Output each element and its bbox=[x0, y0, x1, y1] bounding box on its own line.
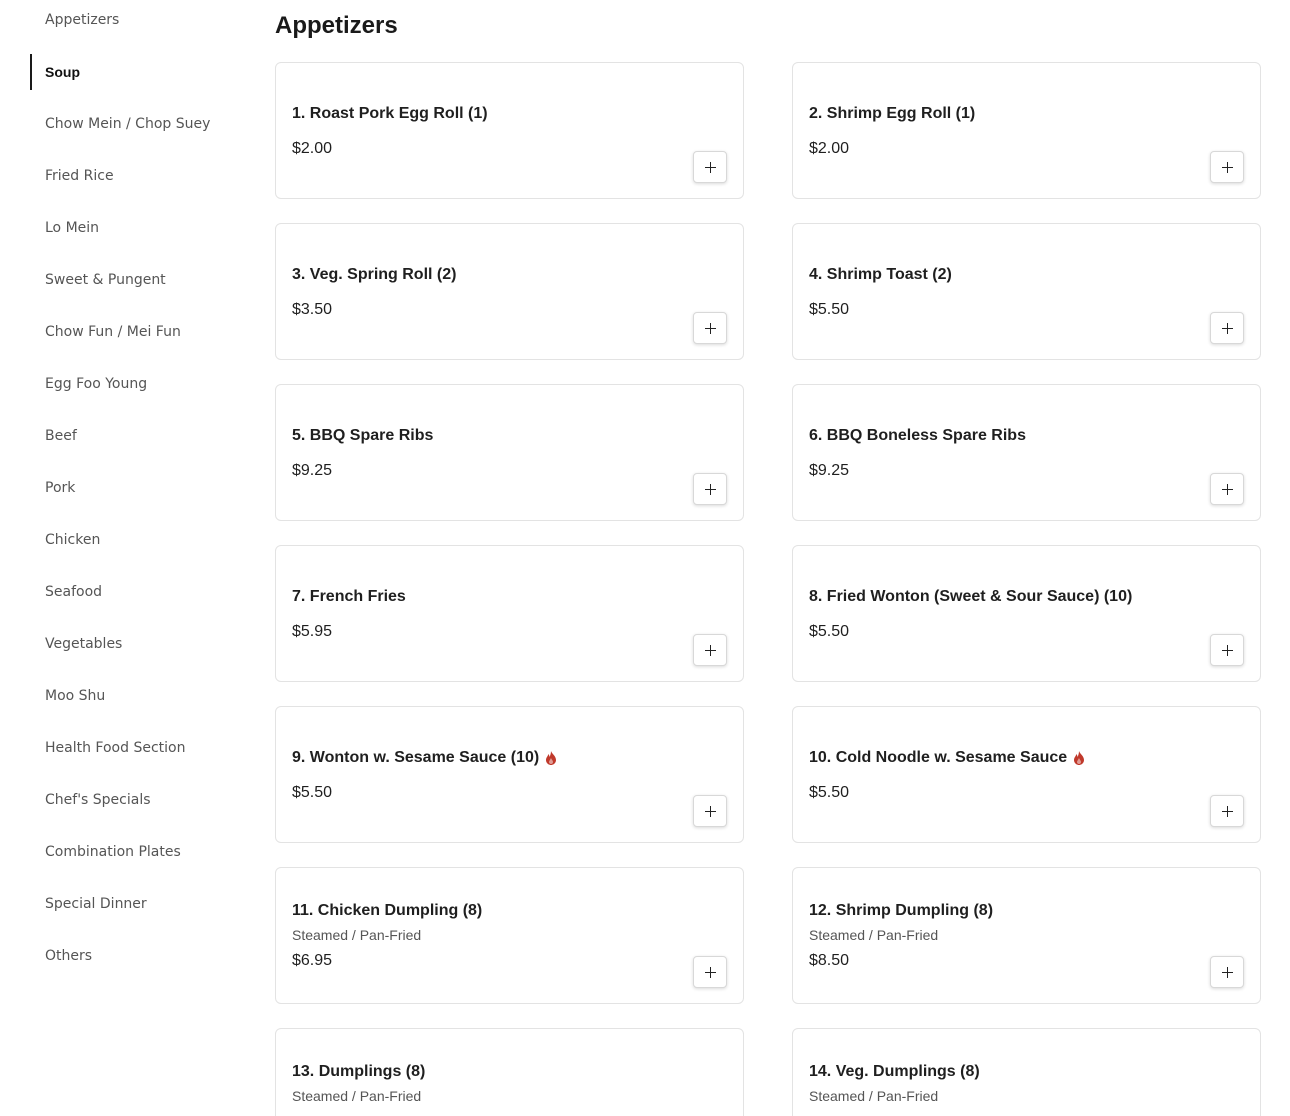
item-name bbox=[809, 427, 1026, 445]
item-name bbox=[809, 588, 1132, 606]
item-name-text: 1. Roast Pork Egg Roll (1) bbox=[292, 105, 488, 122]
menu-item-card[interactable] bbox=[792, 223, 1261, 360]
plus-icon bbox=[1222, 645, 1233, 656]
sidebar-item-chow-fun-mei-fun[interactable]: Chow Fun / Mei Fun bbox=[45, 324, 181, 340]
item-name-text: 3. Veg. Spring Roll (2) bbox=[292, 266, 457, 283]
flame-icon bbox=[545, 751, 557, 765]
plus-icon bbox=[1222, 162, 1233, 173]
plus-icon bbox=[1222, 323, 1233, 334]
item-name-text: 2. Shrimp Egg Roll (1) bbox=[809, 105, 976, 122]
item-name bbox=[809, 1063, 980, 1081]
plus-icon bbox=[705, 323, 716, 334]
item-name bbox=[809, 266, 952, 284]
add-item-button[interactable] bbox=[1210, 634, 1244, 666]
item-price: $9.25 bbox=[292, 462, 333, 479]
add-item-button[interactable] bbox=[693, 634, 727, 666]
item-price: $9.25 bbox=[809, 462, 850, 479]
item-name-text: 11. Chicken Dumpling (8) bbox=[292, 902, 483, 919]
add-item-button[interactable] bbox=[1210, 473, 1244, 505]
item-price: $3.50 bbox=[292, 301, 333, 318]
menu-item-card[interactable] bbox=[275, 62, 744, 199]
add-item-button[interactable] bbox=[1210, 795, 1244, 827]
add-item-button[interactable] bbox=[693, 312, 727, 344]
item-name-text: 14. Veg. Dumplings (8) bbox=[809, 1063, 980, 1080]
sidebar-item-chef-s-specials[interactable]: Chef's Specials bbox=[45, 792, 151, 808]
add-item-button[interactable] bbox=[1210, 312, 1244, 344]
plus-icon bbox=[705, 806, 716, 817]
sidebar-item-egg-foo-young[interactable]: Egg Foo Young bbox=[45, 376, 148, 392]
item-name-text: 12. Shrimp Dumpling (8) bbox=[809, 902, 994, 919]
flame-icon bbox=[1073, 751, 1085, 765]
item-name bbox=[809, 749, 1085, 767]
item-name-text: 13. Dumplings (8) bbox=[292, 1063, 426, 1080]
sidebar-item-vegetables[interactable]: Vegetables bbox=[45, 636, 123, 652]
sidebar-item-appetizers[interactable]: Appetizers bbox=[45, 12, 120, 28]
plus-icon bbox=[1222, 806, 1233, 817]
item-name bbox=[809, 105, 975, 123]
menu-item-card[interactable] bbox=[275, 545, 744, 682]
add-item-button[interactable] bbox=[693, 795, 727, 827]
add-item-button[interactable] bbox=[693, 956, 727, 988]
plus-icon bbox=[1222, 967, 1233, 978]
item-description: Steamed / Pan-Fried bbox=[292, 1088, 422, 1104]
sidebar-item-moo-shu[interactable]: Moo Shu bbox=[45, 688, 106, 704]
plus-icon bbox=[705, 162, 716, 173]
sidebar-item-combination-plates[interactable]: Combination Plates bbox=[45, 844, 181, 860]
sidebar-item-beef[interactable]: Beef bbox=[45, 428, 77, 444]
menu-item-card[interactable] bbox=[792, 384, 1261, 521]
item-description: Steamed / Pan-Fried bbox=[809, 1088, 939, 1104]
menu-main bbox=[275, 0, 1265, 1116]
menu-item-card[interactable] bbox=[792, 62, 1261, 199]
item-description: Steamed / Pan-Fried bbox=[292, 927, 422, 943]
add-item-button[interactable] bbox=[693, 151, 727, 183]
item-price: $5.50 bbox=[809, 784, 850, 801]
menu-item-card[interactable] bbox=[792, 867, 1261, 1004]
item-price: $6.95 bbox=[292, 952, 333, 969]
menu-item-card[interactable] bbox=[792, 545, 1261, 682]
item-name bbox=[292, 588, 406, 606]
item-price: $5.50 bbox=[809, 301, 850, 318]
item-name bbox=[292, 902, 482, 920]
item-name bbox=[292, 266, 456, 284]
item-price: $2.00 bbox=[809, 140, 850, 157]
sidebar-item-chow-mein-chop-suey[interactable]: Chow Mein / Chop Suey bbox=[45, 116, 211, 132]
sidebar-item-lo-mein[interactable]: Lo Mein bbox=[45, 220, 100, 236]
plus-icon bbox=[705, 484, 716, 495]
item-name-text: 5. BBQ Spare Ribs bbox=[292, 427, 434, 444]
item-price: $8.50 bbox=[809, 952, 850, 969]
menu-item-card[interactable] bbox=[275, 384, 744, 521]
sidebar-item-chicken[interactable]: Chicken bbox=[45, 532, 101, 548]
plus-icon bbox=[1222, 484, 1233, 495]
item-name bbox=[292, 427, 433, 445]
add-item-button[interactable] bbox=[1210, 151, 1244, 183]
item-name bbox=[292, 105, 488, 123]
sidebar-item-soup[interactable]: Soup bbox=[30, 54, 250, 90]
item-price: $5.50 bbox=[809, 623, 850, 640]
menu-item-card[interactable] bbox=[275, 223, 744, 360]
item-description: Steamed / Pan-Fried bbox=[809, 927, 939, 943]
menu-item-card[interactable] bbox=[275, 867, 744, 1004]
sidebar-item-pork[interactable]: Pork bbox=[45, 480, 76, 496]
menu-item-card[interactable] bbox=[792, 706, 1261, 843]
add-item-button[interactable] bbox=[1210, 956, 1244, 988]
item-price: $2.00 bbox=[292, 140, 333, 157]
sidebar-item-fried-rice[interactable]: Fried Rice bbox=[45, 168, 114, 184]
plus-icon bbox=[705, 645, 716, 656]
item-name-text: 4. Shrimp Toast (2) bbox=[809, 266, 952, 283]
item-price: $5.95 bbox=[292, 623, 333, 640]
item-name-text: 7. French Fries bbox=[292, 588, 406, 605]
section-title: Appetizers bbox=[275, 12, 398, 39]
item-name-text: 8. Fried Wonton (Sweet & Sour Sauce) (10) bbox=[809, 588, 1133, 605]
item-name-text: 10. Cold Noodle w. Sesame Sauce bbox=[809, 749, 1068, 766]
sidebar-item-special-dinner[interactable]: Special Dinner bbox=[45, 896, 147, 912]
menu-item-card[interactable] bbox=[792, 1028, 1261, 1116]
plus-icon bbox=[705, 967, 716, 978]
sidebar-item-others[interactable]: Others bbox=[45, 948, 93, 964]
item-name-text: 6. BBQ Boneless Spare Ribs bbox=[809, 427, 1026, 444]
add-item-button[interactable] bbox=[693, 473, 727, 505]
menu-item-card[interactable] bbox=[275, 706, 744, 843]
item-name bbox=[292, 749, 557, 767]
item-name-text: 9. Wonton w. Sesame Sauce (10) bbox=[292, 749, 540, 766]
category-sidebar bbox=[0, 0, 260, 1116]
item-price: $5.50 bbox=[292, 784, 333, 801]
sidebar-item-seafood[interactable]: Seafood bbox=[45, 584, 103, 600]
sidebar-item-sweet-pungent[interactable]: Sweet & Pungent bbox=[45, 272, 166, 288]
item-name bbox=[809, 902, 993, 920]
sidebar-item-health-food-section[interactable]: Health Food Section bbox=[45, 740, 186, 756]
menu-item-card[interactable] bbox=[275, 1028, 744, 1116]
item-name bbox=[292, 1063, 425, 1081]
